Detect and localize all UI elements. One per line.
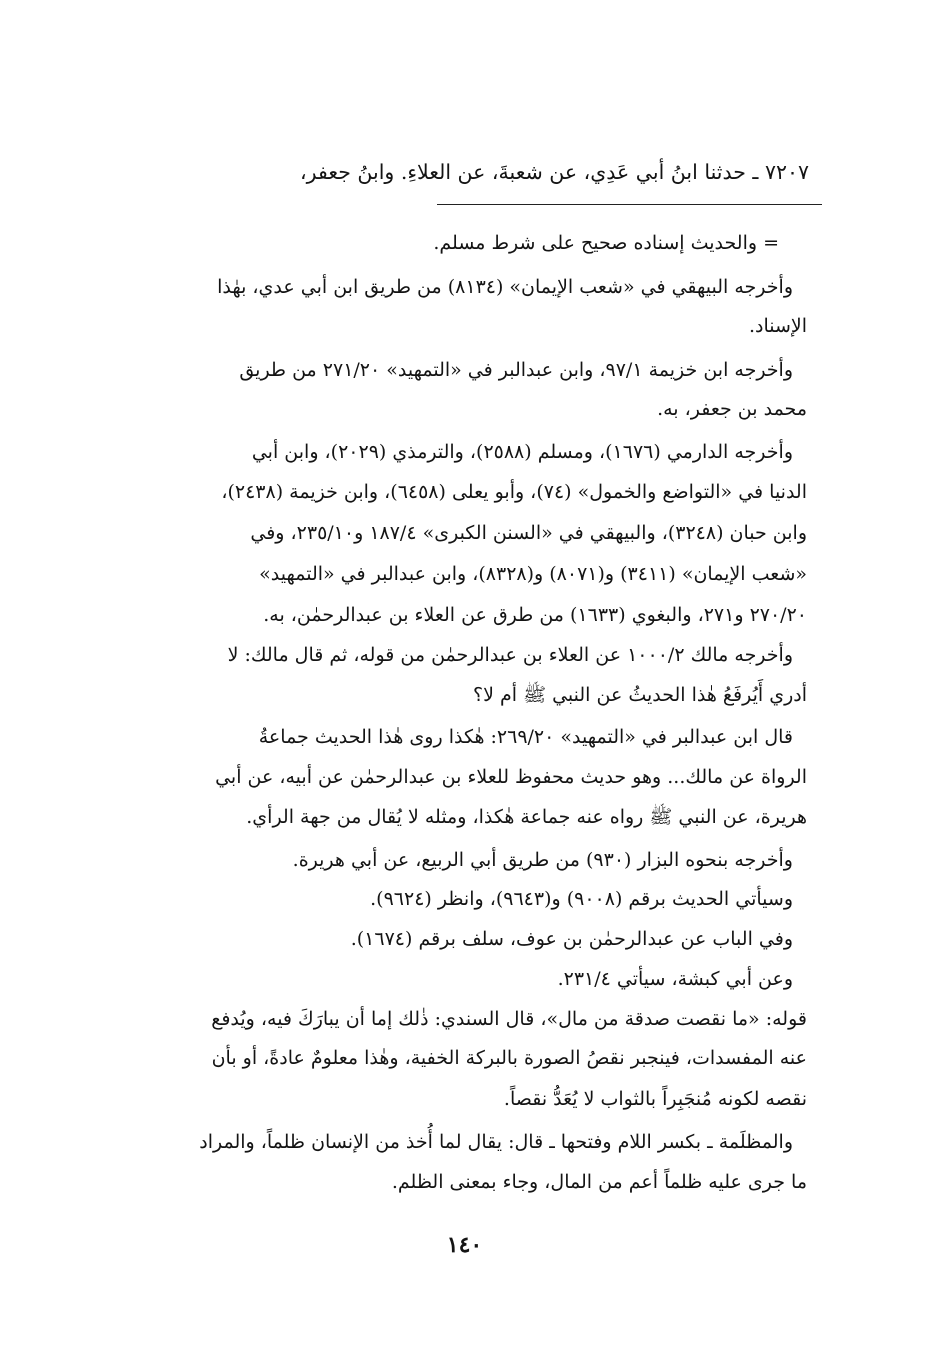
footnote-divider [437,204,822,205]
footnote-line: «شعب الإيمان» (٣٤١١) و(٨٠٧١) و(٨٣٢٨)، وابن عبدالبر في «التمهيد» [259,563,807,585]
footnote-line: الرواة عن مالك... وهو حديث محفوظ للعلاء بن عبدالرحمٰن عن أبيه، عن أبي [215,766,807,788]
footnote-line: وأخرجه بنحوه البزار (٩٣٠) من طريق أبي الربيع، عن أبي هريرة. [292,849,793,871]
footnote-line: وأخرجه ابن خزيمة ٩٧/١، وابن عبدالبر في «التمهيد» ٢٧١/٢٠ من طريق [239,359,793,381]
footnote-line: وأخرجه مالك ١٠٠٠/٢ عن العلاء بن عبدالرحمٰن من قوله، ثم قال مالك: لا [227,644,793,666]
footnote-line: أدري أَيُرفَعُ هٰذا الحديثُ عن النبي ﷺ أم لا؟ [473,684,807,706]
footnote-line: وابن حبان (٣٢٤٨)، والبيهقي في «السنن الكبرى» ١٨٧/٤ و٢٣٥/١٠، وفي [250,522,807,544]
footnote-line: ما جرى عليه ظلماً أعم من المال، وجاء بمعنى الظلم. [391,1171,807,1193]
footnote-line: الإسناد. [748,315,807,337]
hadith-text: ٧٢٠٧ ـ حدثنا ابنُ أبي عَدِي، عن شعبةَ، عن العلاءِ. وابنُ جعفر، [300,160,809,184]
footnote-line: نقصه لكونه مُنجَبِراً بالثواب لا يُعَدُّ نقصاً. [503,1088,807,1110]
footnote-line: والمظلَمة ـ بكسر اللام وفتحها ـ قال: يقال لما أُخذ من الإنسان ظلماً، والمراد [199,1131,793,1153]
footnote-line: وعن أبي كبشة، سيأتي ٢٣١/٤. [557,968,793,990]
footnote-line: محمد بن جعفر، به. [657,398,807,420]
footnote-line: هريرة، عن النبي ﷺ رواه عنه جماعة هٰكذا، ومثله لا يُقال من جهة الرأي. [246,806,807,828]
footnote-line: قال ابن عبدالبر في «التمهيد» ٢٦٩/٢٠: هٰكذا روى هٰذا الحديث جماعةُ [258,726,793,748]
footnote-line: وأخرجه الدارمي (١٦٧٦)، ومسلم (٢٥٨٨)، والترمذي (٢٠٢٩)، وابن أبي [251,441,793,463]
footnote-line: وسيأتي الحديث برقم (٩٠٠٨) و(٩٦٤٣)، وانظر (٩٦٢٤). [370,888,793,910]
footnote-line: وأخرجه البيهقي في «شعب الإيمان» (٨١٣٤) من طريق ابن أبي عدي، بهٰذا [217,276,793,298]
footnote-line: = والحديث إسناده صحيح على شرط مسلم. [433,232,779,254]
footnote-line: الدنيا في «التواضع والخمول» (٧٤)، وأبو يعلى (٦٤٥٨)، وابن خزيمة (٢٤٣٨)، [221,481,807,503]
footnote-line: ٢٧٠/٢٠ و٢٧١، والبغوي (١٦٣٣) من طرق عن العلاء بن عبدالرحمٰن، به. [263,604,807,626]
page-number: ١٤٠ [446,1232,483,1258]
footnote-line: وفي الباب عن عبدالرحمٰن بن عوف، سلف برقم (١٦٧٤). [350,928,793,950]
footnote-line: عنه المفسدات، فينجبر نقصُ الصورة بالبركة الخفية، وهٰذا معلومٌ عادةً، أو بأن [211,1047,807,1069]
footnote-line: قوله: «ما نقصت صدقة من مال»، قال السندي: ذٰلك إما أن يبارَكَ فيه، ويُدفع [211,1008,807,1030]
